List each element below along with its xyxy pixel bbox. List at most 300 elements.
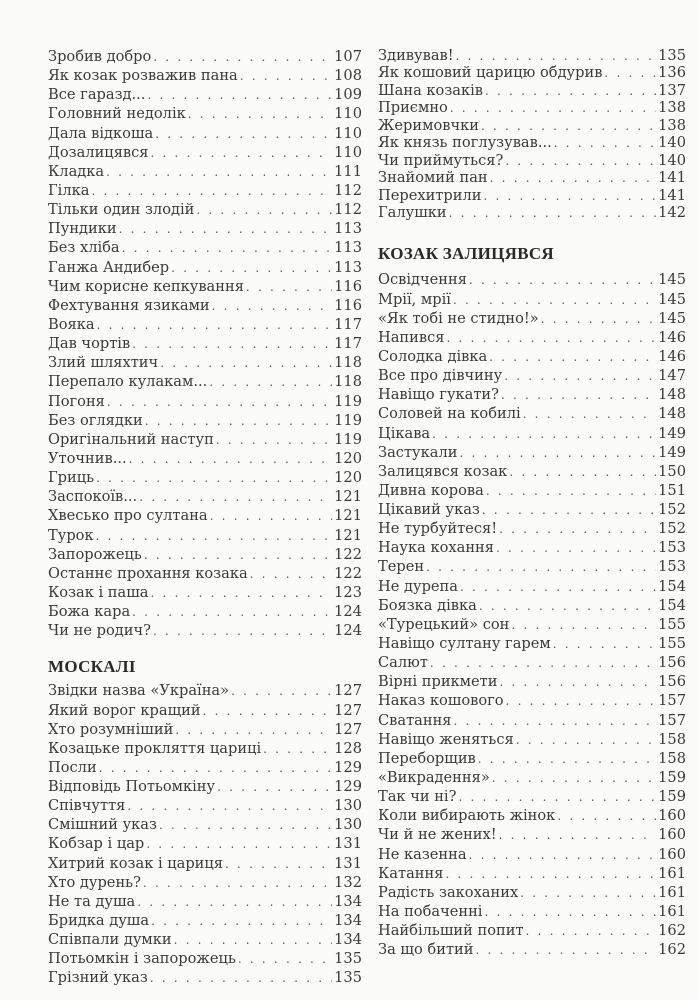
entry-title: Все про дівчину [378, 367, 503, 385]
entry-title: Освідчення [378, 271, 467, 289]
entry-page-number: 149 [658, 424, 686, 442]
dot-leader [553, 635, 656, 653]
dot-leader [499, 520, 656, 538]
entry-page-number: 145 [658, 290, 686, 308]
entry-page-number: 134 [334, 892, 362, 910]
toc-section [48, 656, 362, 987]
entry-page-number: 113 [334, 220, 362, 238]
entry-title: Грізний указ [48, 969, 148, 987]
dot-leader [250, 565, 332, 583]
dot-leader [231, 682, 332, 700]
entry-page-number: 141 [658, 186, 686, 204]
dot-leader [203, 702, 333, 720]
entry-title: Катання [378, 864, 444, 882]
dot-leader [526, 922, 657, 940]
dot-leader [212, 297, 332, 315]
dot-leader [145, 412, 332, 430]
section-heading: КОЗАК ЗАЛИЦЯВСЯ [378, 244, 554, 264]
toc-entry [48, 315, 362, 334]
entry-title: Козак і паша [48, 583, 149, 601]
dot-leader [516, 731, 656, 749]
entry-page-number: 154 [658, 596, 686, 614]
entry-page-number: 155 [658, 615, 686, 633]
toc-entry [48, 911, 362, 930]
entry-title: Заспокоїв... [48, 488, 138, 506]
toc-entry [48, 602, 362, 621]
toc-entry [48, 124, 362, 143]
toc-entry [378, 424, 686, 443]
dot-leader [174, 931, 333, 949]
entry-title: Радість закоханих [378, 883, 519, 901]
entry-page-number: 159 [658, 788, 686, 806]
entry-page-number: 118 [334, 354, 362, 372]
toc-entry [48, 564, 362, 583]
entry-page-number: 138 [658, 116, 686, 134]
dot-leader [159, 816, 332, 834]
dot-leader [119, 220, 333, 238]
entry-title: Приємно [378, 99, 448, 117]
toc-entry [48, 258, 362, 277]
toc-section [378, 243, 686, 959]
entry-title: Запорожець [48, 545, 142, 563]
entry-page-number: 110 [334, 105, 362, 123]
entry-title: Гриць [48, 469, 95, 487]
dot-leader [475, 941, 656, 959]
entry-title: Наука кохання [378, 539, 494, 557]
entry-title: Не дурепа [378, 577, 458, 595]
toc-entry [48, 181, 362, 200]
entry-page-number: 112 [334, 201, 362, 219]
entry-title: Бридка душа [48, 912, 150, 930]
entry-title: Терен [378, 558, 425, 576]
toc-entry [378, 187, 686, 204]
toc-entry [48, 701, 362, 720]
entry-title: На побаченні [378, 903, 483, 921]
toc-entry [378, 672, 686, 691]
entry-page-number: 140 [658, 134, 686, 152]
dot-leader [478, 750, 656, 768]
entry-title: Кладка [48, 162, 105, 180]
entry-page-number: 117 [334, 335, 362, 353]
toc-entry [378, 691, 686, 710]
toc-entry [48, 739, 362, 758]
toc-entry [48, 545, 362, 564]
entry-title: Без оглядки [48, 411, 143, 429]
entry-page-number: 135 [334, 950, 362, 968]
toc-entry [48, 796, 362, 815]
entry-title: «Турецький» сон [378, 615, 510, 633]
dot-leader [129, 450, 332, 468]
dot-leader [509, 463, 656, 481]
entry-page-number: 110 [334, 124, 362, 142]
entry-title: Навіщо султану гарем [378, 635, 551, 653]
entry-page-number: 117 [334, 315, 362, 333]
entry-title: Хто розумніший [48, 720, 174, 738]
dot-leader [541, 310, 656, 328]
dot-leader [153, 48, 332, 66]
entry-page-number: 154 [658, 577, 686, 595]
toc-entry [378, 462, 686, 481]
dot-leader [97, 316, 333, 334]
entry-title: Найбільший попит [378, 922, 524, 940]
toc-entry [378, 883, 686, 902]
entry-title: Дала відкоша [48, 124, 154, 142]
toc-entry [48, 334, 362, 353]
entry-title: Вояка [48, 315, 95, 333]
entry-title: Знайомий пан [378, 169, 488, 187]
entry-title: Не турбуйтеся! [378, 520, 498, 538]
toc-entry [48, 506, 362, 525]
entry-title: Соловей на кобилі [378, 405, 521, 423]
entry-page-number: 153 [658, 539, 686, 557]
entry-title: Застукали [378, 443, 458, 461]
entry-page-number: 161 [658, 864, 686, 882]
toc-entry [378, 596, 686, 615]
toc-entry [378, 82, 686, 99]
toc-entry [378, 845, 686, 864]
entry-page-number: 152 [658, 520, 686, 538]
entry-title: «Як тобі не стидно!» [378, 309, 539, 327]
entry-title: Хитрий козак і цариця [48, 854, 224, 872]
toc-section [48, 47, 362, 640]
toc-entry [48, 47, 362, 66]
dot-leader [144, 546, 332, 564]
toc-entry [378, 787, 686, 806]
entry-title: Чи не родич? [48, 622, 151, 640]
entry-title: Залицявся козак [378, 462, 508, 480]
entry-title: Головний недолік [48, 105, 186, 123]
entry-page-number: 111 [334, 162, 362, 180]
entry-page-number: 124 [334, 603, 362, 621]
entry-page-number: 162 [658, 922, 686, 940]
entry-title: Пундики [48, 220, 117, 238]
dot-leader [151, 584, 333, 602]
dot-leader [96, 527, 333, 545]
entry-title: Зробив добро [48, 48, 152, 65]
dot-leader [132, 603, 332, 621]
toc-entry [48, 85, 362, 104]
entry-page-number: 162 [658, 941, 686, 959]
dot-leader [263, 740, 332, 758]
entry-title: Салют [378, 654, 428, 672]
entry-title: Ганжа Андибер [48, 258, 170, 276]
toc-entry [378, 385, 686, 404]
dot-leader [160, 354, 332, 372]
toc-entry [48, 583, 362, 602]
entry-page-number: 160 [658, 826, 686, 844]
dot-leader [150, 969, 332, 987]
toc-entry [378, 825, 686, 844]
toc-entry [378, 204, 686, 221]
toc-column-right [378, 47, 686, 959]
entry-page-number: 158 [658, 749, 686, 767]
dot-leader [505, 153, 656, 169]
toc-entry [378, 940, 686, 959]
toc-entry [378, 711, 686, 730]
entry-page-number: 156 [658, 673, 686, 691]
dot-leader [446, 329, 656, 347]
entry-title: Здивував! [378, 47, 454, 64]
toc-entry [48, 372, 362, 391]
entry-page-number: 161 [658, 883, 686, 901]
entry-page-number: 129 [334, 758, 362, 776]
dot-leader [499, 826, 657, 844]
entry-page-number: 145 [658, 309, 686, 327]
entry-page-number: 145 [658, 271, 686, 289]
entry-page-number: 121 [334, 526, 362, 544]
entry-page-number: 149 [658, 443, 686, 461]
dot-leader [107, 393, 332, 411]
toc-entry [378, 64, 686, 81]
dot-leader [240, 67, 332, 85]
entry-page-number: 151 [658, 481, 686, 499]
dot-leader [554, 135, 656, 151]
entry-page-number: 107 [334, 48, 362, 65]
entry-title: Фехтування язиками [48, 296, 210, 314]
entry-title: Все гаразд... [48, 86, 146, 104]
entry-page-number: 142 [658, 203, 686, 221]
entry-title: Солодка дівка [378, 347, 488, 365]
dot-leader [557, 807, 656, 825]
dot-leader [523, 405, 656, 423]
entry-title: Навіщо гукати? [378, 386, 499, 404]
dot-leader [482, 501, 656, 519]
toc-entry [378, 615, 686, 634]
entry-page-number: 140 [658, 151, 686, 169]
toc-entry [48, 949, 362, 968]
dot-leader [450, 100, 656, 116]
entry-page-number: 156 [658, 654, 686, 672]
toc-entry [48, 854, 362, 873]
entry-title: Злий шляхтич [48, 354, 159, 372]
entry-page-number: 122 [334, 564, 362, 582]
toc-entry [48, 487, 362, 506]
entry-page-number: 118 [334, 373, 362, 391]
entry-page-number: 110 [334, 143, 362, 161]
entry-title: Галушки [378, 203, 447, 221]
dot-leader [127, 797, 332, 815]
toc-entry [48, 143, 362, 162]
dot-leader [246, 278, 332, 296]
toc-entry [378, 902, 686, 921]
dot-leader [469, 846, 657, 864]
entry-title: Сватання [378, 711, 452, 729]
entry-title: «Викрадення» [378, 769, 490, 787]
entry-page-number: 146 [658, 328, 686, 346]
entry-title: Без хліба [48, 239, 120, 257]
entry-title: Звідки назва «Україна» [48, 682, 230, 700]
toc-entry [48, 758, 362, 777]
dot-leader [216, 431, 332, 449]
entry-title: Чи приймуться? [378, 151, 504, 169]
toc-entry [48, 873, 362, 892]
entry-title: Перехитрили [378, 186, 482, 204]
dot-leader [430, 654, 656, 672]
dot-leader [485, 83, 656, 99]
toc-entry [378, 290, 686, 309]
toc-entry [48, 200, 362, 219]
dot-leader [469, 271, 656, 289]
toc-entry [48, 968, 362, 987]
dot-leader [432, 425, 656, 443]
dot-leader [486, 482, 656, 500]
toc-entry [378, 864, 686, 883]
toc-entry [378, 99, 686, 116]
toc-entry [48, 162, 362, 181]
toc-column-left [48, 47, 362, 988]
dot-leader [454, 712, 657, 730]
toc-entry [378, 443, 686, 462]
dot-leader [604, 65, 656, 81]
entry-page-number: 108 [334, 67, 362, 85]
toc-entry [378, 538, 686, 557]
entry-page-number: 159 [658, 769, 686, 787]
entry-page-number: 158 [658, 730, 686, 748]
dot-leader [196, 201, 332, 219]
entry-page-number: 113 [334, 258, 362, 276]
entry-page-number: 121 [334, 488, 362, 506]
dot-leader [458, 788, 656, 806]
entry-page-number: 157 [658, 711, 686, 729]
entry-page-number: 138 [658, 99, 686, 117]
toc-entry [48, 430, 362, 449]
entry-page-number: 127 [334, 720, 362, 738]
entry-title: Козацьке прокляття цариці [48, 739, 262, 757]
toc-entry [378, 519, 686, 538]
entry-title: Останнє прохання козака [48, 564, 248, 582]
dot-leader [483, 188, 656, 204]
entry-page-number: 128 [334, 739, 362, 757]
entry-page-number: 119 [334, 411, 362, 429]
entry-title: Не казенна [378, 845, 467, 863]
dot-leader [99, 759, 332, 777]
toc-entry [378, 270, 686, 289]
entry-page-number: 161 [658, 903, 686, 921]
entry-page-number: 135 [658, 47, 686, 64]
entry-title: Як князь поглузував... [378, 134, 552, 152]
entry-title: Як козак розважив пана [48, 67, 238, 85]
dot-leader [209, 373, 332, 391]
toc-entry [378, 152, 686, 169]
dot-leader [146, 835, 332, 853]
dot-leader [137, 893, 332, 911]
toc-entry [378, 557, 686, 576]
dot-leader [426, 558, 656, 576]
entry-page-number: 147 [658, 367, 686, 385]
entry-page-number: 122 [334, 545, 362, 563]
entry-title: Оригінальний наступ [48, 430, 214, 448]
toc-entry [378, 169, 686, 186]
toc-entry [378, 653, 686, 672]
dot-leader [217, 778, 332, 796]
entry-page-number: 148 [658, 386, 686, 404]
dot-leader [210, 507, 333, 525]
toc-entry [378, 768, 686, 787]
entry-page-number: 130 [334, 816, 362, 834]
toc-entry [378, 730, 686, 749]
entry-title: Шана козаків [378, 81, 483, 99]
toc-entry [378, 47, 686, 64]
entry-title: Напився [378, 328, 445, 346]
entry-page-number: 121 [334, 507, 362, 525]
dot-leader [479, 597, 656, 615]
entry-title: Жеримовчки [378, 116, 479, 134]
entry-page-number: 112 [334, 181, 362, 199]
toc-entry [378, 749, 686, 768]
toc-entry [378, 404, 686, 423]
entry-page-number: 113 [334, 239, 362, 257]
toc-entry [48, 353, 362, 372]
dot-leader [456, 48, 657, 64]
entry-title: Дозалицявся [48, 143, 149, 161]
entry-title: Чим корисне кепкування [48, 277, 244, 295]
toc-entry [48, 277, 362, 296]
toc-entry [48, 892, 362, 911]
toc-entry [48, 296, 362, 315]
toc-entry [48, 815, 362, 834]
entry-title: Так чи ні? [378, 788, 457, 806]
toc-entry [48, 834, 362, 853]
dot-leader [481, 118, 656, 134]
toc-entry [378, 134, 686, 151]
entry-title: Коли вибирають жінок [378, 807, 556, 825]
entry-title: Який ворог кращий [48, 701, 201, 719]
toc-entry [378, 500, 686, 519]
entry-page-number: 130 [334, 797, 362, 815]
entry-page-number: 109 [334, 86, 362, 104]
toc-entry [48, 219, 362, 238]
toc-entry [48, 392, 362, 411]
entry-title: Посли [48, 758, 97, 776]
entry-title: Уточнив... [48, 449, 127, 467]
dot-leader [460, 578, 656, 596]
dot-leader [501, 386, 656, 404]
toc-entry [378, 921, 686, 940]
dot-leader [132, 335, 332, 353]
entry-title: Тільки один злодій [48, 201, 195, 219]
toc-entry [378, 366, 686, 385]
entry-page-number: 119 [334, 430, 362, 448]
entry-title: Боязка дівка [378, 596, 477, 614]
entry-title: Чи й не жених! [378, 826, 497, 844]
entry-page-number: 131 [334, 854, 362, 872]
entry-page-number: 120 [334, 469, 362, 487]
toc-entry [48, 720, 362, 739]
toc-entry [378, 577, 686, 596]
toc-entry [48, 930, 362, 949]
entry-title: Кобзар і цар [48, 835, 145, 853]
toc-entry [378, 806, 686, 825]
entry-title: Цікавий указ [378, 501, 480, 519]
entry-page-number: 160 [658, 845, 686, 863]
entry-page-number: 148 [658, 405, 686, 423]
dot-leader [520, 884, 656, 902]
entry-page-number: 155 [658, 635, 686, 653]
entry-title: Хто дурень? [48, 873, 141, 891]
entry-title: Перепало кулакам... [48, 373, 208, 391]
dot-leader [139, 488, 332, 506]
entry-page-number: 132 [334, 873, 362, 891]
entry-title: Співчуття [48, 797, 126, 815]
dot-leader [225, 855, 332, 873]
entry-title: Навіщо женяться [378, 730, 514, 748]
entry-page-number: 116 [334, 277, 362, 295]
dot-leader [188, 105, 332, 123]
dot-leader [155, 125, 332, 143]
toc-entry [48, 238, 362, 257]
dot-leader [511, 616, 656, 634]
toc-entry [48, 449, 362, 468]
